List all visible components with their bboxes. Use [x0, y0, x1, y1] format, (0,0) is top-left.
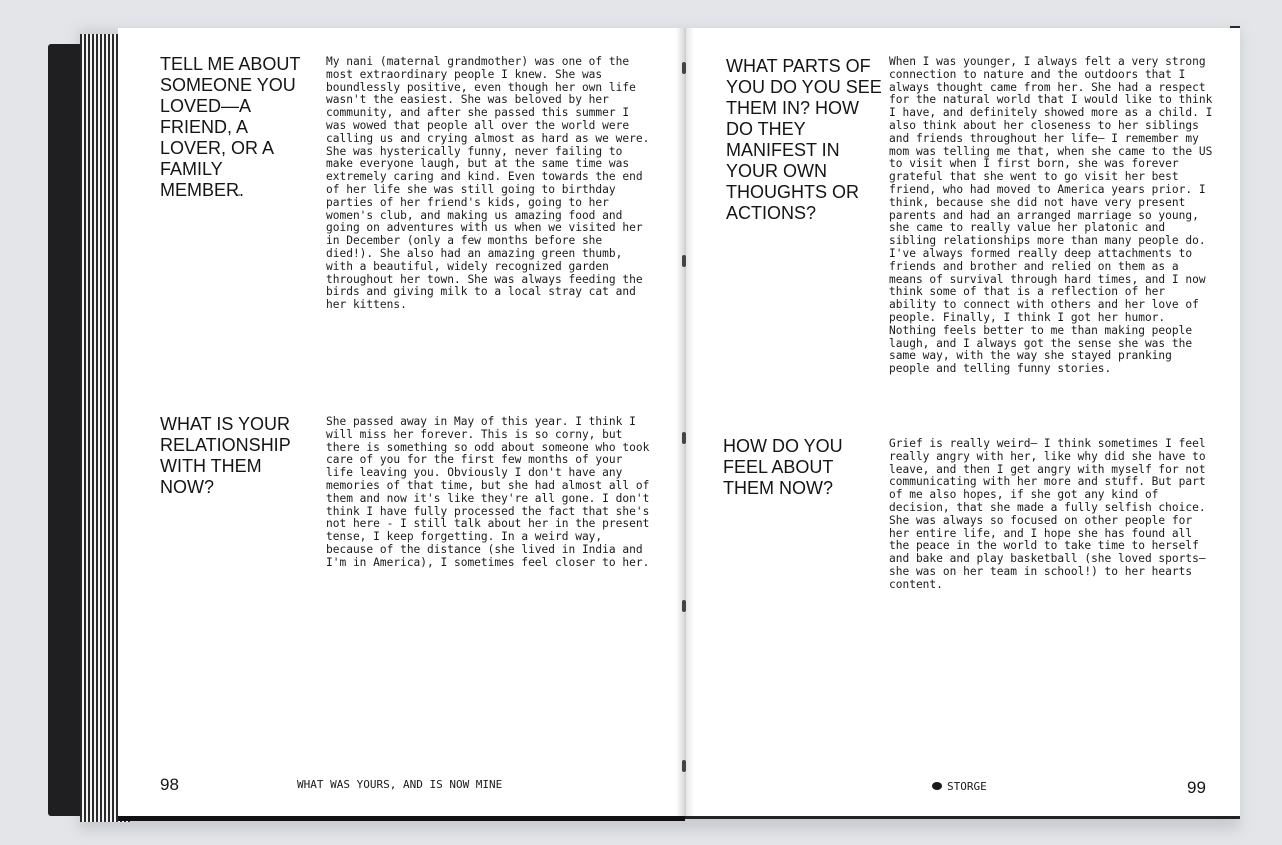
answer-text: Grief is really weird— I think sometimes I feel really angry with her, like why did she have to leave, and then I get angry with myself for not communicating with her more and stuff. But part of me also hopes, if she got any kind of decision, that she made a fully selfish choice. She was always so focused on other people for her entire life, and I hope she has found all the peace in the world to take time to herself and bake and play basketball (she loved sports— she was on her team in school!) to her hearts content.	[889, 437, 1206, 591]
question-heading: WHAT IS YOUR RELATIONSHIP WITH THEM NOW?	[160, 414, 291, 497]
page-number: 98	[160, 775, 179, 794]
answer-text: When I was younger, I always felt a very strong connection to nature and the outdoors that I always thought came from her. She had a respect for the natural world that I would like to think I have, and definitely showed more as a child. I also think about her closeness to her siblings and friends throughout her life— I remember my mom was telling me that, when she came to the US to visit when I first born, she was forever grateful that she went to go visit her best friend, who had moved to America years prior. I think, because she did not have very present parents and had an arranged marriage so young, she came to really value her platonic and sibling relationships more than many people do. I've always formed really deep attachments to friends and brother and relied on them as a means of survival through hard times, and I now think some of that is a reflection of her ability to connect with others and her love of people. Finally, I think I got her humor. Nothing feels better to me than making people laugh, and I always got the sense she was the same way, with the way she stayed pranking people and telling funny stories.	[889, 55, 1213, 376]
answer-text: She passed away in May of this year. I think I will miss her forever. This is so corny, but there is something so odd about someone who took care of you for the first few months of your life leaving you. Obviously I don't have any memories of that time, but she had almost all of them and now it's like they're all gone. I don't think I have fully processed the fact that she's not here - I still talk about her in the present tense, I keep forgetting. In a weird way, because of the distance (she lived in India and I'm in America), I sometimes feel closer to her.	[326, 415, 650, 569]
page-number: 99	[1187, 778, 1206, 797]
running-head-label: STORGE	[947, 780, 987, 793]
running-head	[932, 780, 987, 793]
question-heading: HOW DO YOU FEEL ABOUT THEM NOW?	[723, 436, 843, 498]
binding-stitch	[682, 600, 686, 612]
question-heading: WHAT PARTS OF YOU DO YOU SEE THEM IN? HOW DO THEY MANIFEST IN YOUR OWN THOUGHTS OR ACTIONS?	[726, 56, 882, 223]
binding-stitch	[682, 62, 686, 74]
running-head: WHAT WAS YOURS, AND IS NOW MINE	[297, 778, 503, 791]
question-heading: TELL ME ABOUT SOMEONE YOU LOVED—A FRIEND, A LOVER, OR A FAMILY MEMBER.	[160, 54, 301, 200]
binding-stitch	[682, 760, 686, 772]
heart-bullet-icon	[932, 782, 942, 790]
binding-stitch	[682, 432, 686, 444]
binding-stitch	[682, 255, 686, 267]
book-gutter	[676, 28, 694, 816]
answer-text: My nani (maternal grandmother) was one of the most extraordinary people I knew. She was boundlessly positive, even though her own life wasn't the easiest. She was beloved by her community, and after she passed this summer I was wowed that people all over the world were calling us and crying almost as hard as we were. She was hysterically funny, never failing to make everyone laugh, but at the same time was extremely caring and kind. Even towards the end of her life she was still going to birthday parties of her friend's kids, going to her women's club, and making us amazing food and going on adventures with us when we visited her in December (only a few months before she died!). She also had an amazing green thumb, with a beautiful, widely recognized garden throughout her town. She was always feeding the birds and giving milk to a local stray cat and her kittens.	[326, 55, 650, 312]
